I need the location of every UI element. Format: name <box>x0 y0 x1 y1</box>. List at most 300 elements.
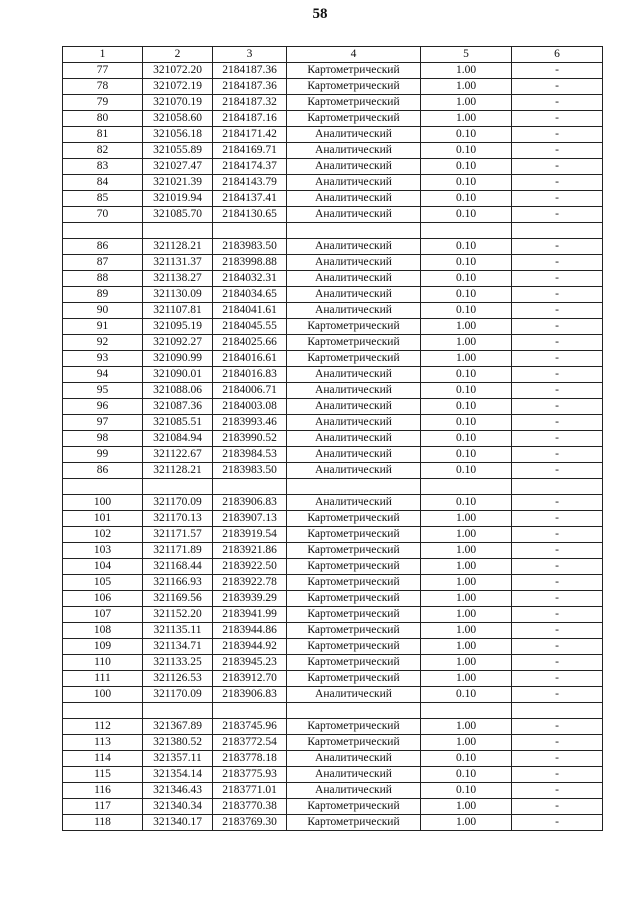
table-row <box>63 527 603 543</box>
precision-cell: 0.10 <box>421 255 512 271</box>
table-row <box>63 207 603 223</box>
precision-cell: 1.00 <box>421 511 512 527</box>
table-row <box>63 287 603 303</box>
note-cell: - <box>512 543 603 559</box>
precision-cell: 1.00 <box>421 559 512 575</box>
method-cell: Аналитический <box>287 415 421 431</box>
precision-cell: 0.10 <box>421 239 512 255</box>
precision-cell: 1.00 <box>421 815 512 831</box>
note-cell: - <box>512 127 603 143</box>
point-number-cell: 87 <box>63 255 143 271</box>
x-coordinate-cell: 321131.37 <box>143 255 213 271</box>
point-number-cell: 97 <box>63 415 143 431</box>
y-coordinate-cell: 2183907.13 <box>213 511 287 527</box>
method-cell: Аналитический <box>287 287 421 303</box>
y-coordinate-cell: 2184006.71 <box>213 383 287 399</box>
table-row <box>63 719 603 735</box>
y-coordinate-cell: 2183993.46 <box>213 415 287 431</box>
x-coordinate-cell: 321166.93 <box>143 575 213 591</box>
precision-cell: 1.00 <box>421 735 512 751</box>
method-cell: Аналитический <box>287 687 421 703</box>
coordinates-table <box>62 46 603 831</box>
y-coordinate-cell: 2183745.96 <box>213 719 287 735</box>
note-cell: - <box>512 351 603 367</box>
x-coordinate-cell: 321354.14 <box>143 767 213 783</box>
note-cell <box>512 479 603 495</box>
x-coordinate-cell: 321072.19 <box>143 79 213 95</box>
method-cell <box>287 479 421 495</box>
point-number-cell: 78 <box>63 79 143 95</box>
table-row <box>63 383 603 399</box>
precision-cell: 1.00 <box>421 575 512 591</box>
precision-cell: 0.10 <box>421 191 512 207</box>
point-number-cell: 89 <box>63 287 143 303</box>
precision-cell: 1.00 <box>421 111 512 127</box>
precision-cell: 1.00 <box>421 639 512 655</box>
y-coordinate-cell: 2183770.38 <box>213 799 287 815</box>
method-cell: Картометрический <box>287 351 421 367</box>
y-coordinate-cell <box>213 479 287 495</box>
y-coordinate-cell: 2184025.66 <box>213 335 287 351</box>
point-number-cell: 80 <box>63 111 143 127</box>
y-coordinate-cell: 2184169.71 <box>213 143 287 159</box>
x-coordinate-cell: 321055.89 <box>143 143 213 159</box>
x-coordinate-cell: 321107.81 <box>143 303 213 319</box>
table-row <box>63 655 603 671</box>
table-row <box>63 751 603 767</box>
x-coordinate-cell: 321090.99 <box>143 351 213 367</box>
point-number-cell: 107 <box>63 607 143 623</box>
y-coordinate-cell: 2184137.41 <box>213 191 287 207</box>
y-coordinate-cell: 2184171.42 <box>213 127 287 143</box>
note-cell: - <box>512 79 603 95</box>
table-row <box>63 559 603 575</box>
note-cell: - <box>512 63 603 79</box>
x-coordinate-cell: 321340.17 <box>143 815 213 831</box>
method-cell: Картометрический <box>287 815 421 831</box>
x-coordinate-cell <box>143 703 213 719</box>
x-coordinate-cell: 321027.47 <box>143 159 213 175</box>
y-coordinate-cell: 2184187.36 <box>213 63 287 79</box>
note-cell: - <box>512 287 603 303</box>
method-cell: Аналитический <box>287 303 421 319</box>
method-cell: Аналитический <box>287 447 421 463</box>
y-coordinate-cell: 2184187.16 <box>213 111 287 127</box>
method-cell: Аналитический <box>287 127 421 143</box>
point-number-cell: 96 <box>63 399 143 415</box>
method-cell: Аналитический <box>287 191 421 207</box>
table-row <box>63 447 603 463</box>
precision-cell <box>421 479 512 495</box>
y-coordinate-cell: 2183769.30 <box>213 815 287 831</box>
method-cell: Картометрический <box>287 575 421 591</box>
note-cell: - <box>512 655 603 671</box>
method-cell: Картометрический <box>287 735 421 751</box>
precision-cell: 1.00 <box>421 591 512 607</box>
precision-cell: 1.00 <box>421 335 512 351</box>
y-coordinate-cell: 2183939.29 <box>213 591 287 607</box>
y-coordinate-cell: 2184016.61 <box>213 351 287 367</box>
method-cell: Картометрический <box>287 655 421 671</box>
point-number-cell: 112 <box>63 719 143 735</box>
x-coordinate-cell: 321138.27 <box>143 271 213 287</box>
method-cell <box>287 223 421 239</box>
precision-cell: 1.00 <box>421 719 512 735</box>
note-cell: - <box>512 815 603 831</box>
x-coordinate-cell: 321346.43 <box>143 783 213 799</box>
table-row <box>63 255 603 271</box>
precision-cell: 1.00 <box>421 319 512 335</box>
method-cell: Картометрический <box>287 719 421 735</box>
y-coordinate-cell: 2184041.61 <box>213 303 287 319</box>
note-cell: - <box>512 751 603 767</box>
precision-cell: 0.10 <box>421 159 512 175</box>
table-row <box>63 415 603 431</box>
y-coordinate-cell: 2184016.83 <box>213 367 287 383</box>
precision-cell: 0.10 <box>421 767 512 783</box>
y-coordinate-cell: 2183922.78 <box>213 575 287 591</box>
note-cell <box>512 703 603 719</box>
table-row <box>63 143 603 159</box>
column-header: 4 <box>287 47 421 63</box>
x-coordinate-cell: 321058.60 <box>143 111 213 127</box>
note-cell: - <box>512 591 603 607</box>
precision-cell <box>421 223 512 239</box>
method-cell: Картометрический <box>287 79 421 95</box>
y-coordinate-cell: 2183990.52 <box>213 431 287 447</box>
method-cell <box>287 703 421 719</box>
method-cell: Аналитический <box>287 399 421 415</box>
point-number-cell: 108 <box>63 623 143 639</box>
precision-cell: 0.10 <box>421 367 512 383</box>
note-cell: - <box>512 607 603 623</box>
table-row <box>63 495 603 511</box>
y-coordinate-cell: 2184045.55 <box>213 319 287 335</box>
precision-cell: 1.00 <box>421 543 512 559</box>
method-cell: Аналитический <box>287 783 421 799</box>
table-row <box>63 79 603 95</box>
precision-cell: 0.10 <box>421 175 512 191</box>
y-coordinate-cell: 2184032.31 <box>213 271 287 287</box>
point-number-cell: 118 <box>63 815 143 831</box>
method-cell: Картометрический <box>287 319 421 335</box>
method-cell: Картометрический <box>287 591 421 607</box>
method-cell: Картометрический <box>287 63 421 79</box>
point-number-cell: 115 <box>63 767 143 783</box>
note-cell: - <box>512 575 603 591</box>
x-coordinate-cell: 321170.09 <box>143 687 213 703</box>
note-cell: - <box>512 367 603 383</box>
y-coordinate-cell <box>213 223 287 239</box>
precision-cell: 1.00 <box>421 607 512 623</box>
x-coordinate-cell: 321126.53 <box>143 671 213 687</box>
column-header: 3 <box>213 47 287 63</box>
y-coordinate-cell: 2184174.37 <box>213 159 287 175</box>
x-coordinate-cell: 321090.01 <box>143 367 213 383</box>
method-cell: Аналитический <box>287 239 421 255</box>
table-row <box>63 607 603 623</box>
note-cell: - <box>512 143 603 159</box>
method-cell: Аналитический <box>287 431 421 447</box>
x-coordinate-cell: 321171.89 <box>143 543 213 559</box>
method-cell: Аналитический <box>287 207 421 223</box>
point-number-cell: 110 <box>63 655 143 671</box>
x-coordinate-cell: 321380.52 <box>143 735 213 751</box>
point-number-cell <box>63 703 143 719</box>
table-row <box>63 239 603 255</box>
table-row <box>63 63 603 79</box>
point-number-cell: 114 <box>63 751 143 767</box>
point-number-cell: 103 <box>63 543 143 559</box>
point-number-cell: 88 <box>63 271 143 287</box>
y-coordinate-cell: 2183772.54 <box>213 735 287 751</box>
x-coordinate-cell: 321168.44 <box>143 559 213 575</box>
y-coordinate-cell: 2183944.86 <box>213 623 287 639</box>
point-number-cell: 104 <box>63 559 143 575</box>
x-coordinate-cell: 321085.51 <box>143 415 213 431</box>
point-number-cell <box>63 479 143 495</box>
point-number-cell: 94 <box>63 367 143 383</box>
table-row <box>63 399 603 415</box>
note-cell: - <box>512 767 603 783</box>
x-coordinate-cell: 321087.36 <box>143 399 213 415</box>
x-coordinate-cell: 321171.57 <box>143 527 213 543</box>
precision-cell: 0.10 <box>421 431 512 447</box>
table-row <box>63 159 603 175</box>
y-coordinate-cell: 2183998.88 <box>213 255 287 271</box>
precision-cell: 0.10 <box>421 447 512 463</box>
method-cell: Аналитический <box>287 143 421 159</box>
method-cell: Картометрический <box>287 527 421 543</box>
note-cell: - <box>512 319 603 335</box>
note-cell: - <box>512 159 603 175</box>
x-coordinate-cell: 321169.56 <box>143 591 213 607</box>
precision-cell: 0.10 <box>421 383 512 399</box>
note-cell: - <box>512 527 603 543</box>
note-cell: - <box>512 511 603 527</box>
point-number-cell: 100 <box>63 495 143 511</box>
point-number-cell: 100 <box>63 687 143 703</box>
method-cell: Аналитический <box>287 767 421 783</box>
precision-cell: 0.10 <box>421 143 512 159</box>
y-coordinate-cell: 2183778.18 <box>213 751 287 767</box>
point-number-cell <box>63 223 143 239</box>
method-cell: Картометрический <box>287 607 421 623</box>
note-cell: - <box>512 783 603 799</box>
precision-cell: 1.00 <box>421 351 512 367</box>
point-number-cell: 90 <box>63 303 143 319</box>
point-number-cell: 106 <box>63 591 143 607</box>
x-coordinate-cell: 321170.09 <box>143 495 213 511</box>
note-cell: - <box>512 623 603 639</box>
point-number-cell: 111 <box>63 671 143 687</box>
table-body <box>63 63 603 831</box>
x-coordinate-cell: 321130.09 <box>143 287 213 303</box>
method-cell: Аналитический <box>287 383 421 399</box>
y-coordinate-cell: 2183945.23 <box>213 655 287 671</box>
precision-cell: 0.10 <box>421 783 512 799</box>
method-cell: Картометрический <box>287 543 421 559</box>
precision-cell: 0.10 <box>421 127 512 143</box>
x-coordinate-cell: 321095.19 <box>143 319 213 335</box>
y-coordinate-cell: 2183771.01 <box>213 783 287 799</box>
x-coordinate-cell: 321340.34 <box>143 799 213 815</box>
x-coordinate-cell: 321019.94 <box>143 191 213 207</box>
x-coordinate-cell <box>143 223 213 239</box>
x-coordinate-cell: 321092.27 <box>143 335 213 351</box>
y-coordinate-cell: 2184187.36 <box>213 79 287 95</box>
y-coordinate-cell: 2183941.99 <box>213 607 287 623</box>
table-row <box>63 687 603 703</box>
note-cell: - <box>512 463 603 479</box>
table-row <box>63 735 603 751</box>
table-row <box>63 575 603 591</box>
x-coordinate-cell: 321134.71 <box>143 639 213 655</box>
precision-cell: 1.00 <box>421 95 512 111</box>
point-number-cell: 79 <box>63 95 143 111</box>
note-cell: - <box>512 687 603 703</box>
table-row <box>63 271 603 287</box>
table-row <box>63 335 603 351</box>
note-cell: - <box>512 399 603 415</box>
note-cell: - <box>512 303 603 319</box>
point-number-cell: 101 <box>63 511 143 527</box>
method-cell: Аналитический <box>287 255 421 271</box>
point-number-cell: 84 <box>63 175 143 191</box>
table-row <box>63 783 603 799</box>
note-cell: - <box>512 111 603 127</box>
x-coordinate-cell: 321357.11 <box>143 751 213 767</box>
precision-cell: 0.10 <box>421 751 512 767</box>
table-row <box>63 95 603 111</box>
precision-cell: 1.00 <box>421 79 512 95</box>
table-row <box>63 511 603 527</box>
precision-cell: 0.10 <box>421 687 512 703</box>
point-number-cell: 98 <box>63 431 143 447</box>
point-number-cell: 113 <box>63 735 143 751</box>
y-coordinate-cell <box>213 703 287 719</box>
method-cell: Картометрический <box>287 511 421 527</box>
precision-cell: 0.10 <box>421 271 512 287</box>
note-cell: - <box>512 447 603 463</box>
table-row <box>63 767 603 783</box>
note-cell: - <box>512 671 603 687</box>
point-number-cell: 105 <box>63 575 143 591</box>
table-row <box>63 463 603 479</box>
method-cell: Аналитический <box>287 463 421 479</box>
y-coordinate-cell: 2183912.70 <box>213 671 287 687</box>
note-cell: - <box>512 735 603 751</box>
table-row <box>63 431 603 447</box>
table-row <box>63 111 603 127</box>
table-row <box>63 623 603 639</box>
y-coordinate-cell: 2183775.93 <box>213 767 287 783</box>
precision-cell <box>421 703 512 719</box>
method-cell: Аналитический <box>287 495 421 511</box>
note-cell: - <box>512 431 603 447</box>
table-row <box>63 799 603 815</box>
x-coordinate-cell: 321088.06 <box>143 383 213 399</box>
point-number-cell: 86 <box>63 463 143 479</box>
precision-cell: 0.10 <box>421 399 512 415</box>
x-coordinate-cell: 321070.19 <box>143 95 213 111</box>
point-number-cell: 70 <box>63 207 143 223</box>
table-row <box>63 367 603 383</box>
point-number-cell: 85 <box>63 191 143 207</box>
point-number-cell: 99 <box>63 447 143 463</box>
y-coordinate-cell: 2184034.65 <box>213 287 287 303</box>
table-row <box>63 671 603 687</box>
precision-cell: 1.00 <box>421 63 512 79</box>
y-coordinate-cell: 2183984.53 <box>213 447 287 463</box>
point-number-cell: 117 <box>63 799 143 815</box>
y-coordinate-cell: 2183922.50 <box>213 559 287 575</box>
x-coordinate-cell: 321084.94 <box>143 431 213 447</box>
point-number-cell: 86 <box>63 239 143 255</box>
table-row <box>63 127 603 143</box>
y-coordinate-cell: 2184187.32 <box>213 95 287 111</box>
table-row <box>63 223 603 239</box>
method-cell: Аналитический <box>287 159 421 175</box>
column-header: 2 <box>143 47 213 63</box>
method-cell: Картометрический <box>287 671 421 687</box>
table-row <box>63 543 603 559</box>
note-cell: - <box>512 175 603 191</box>
point-number-cell: 93 <box>63 351 143 367</box>
point-number-cell: 95 <box>63 383 143 399</box>
note-cell: - <box>512 207 603 223</box>
y-coordinate-cell: 2184130.65 <box>213 207 287 223</box>
y-coordinate-cell: 2183919.54 <box>213 527 287 543</box>
precision-cell: 0.10 <box>421 287 512 303</box>
precision-cell: 1.00 <box>421 655 512 671</box>
point-number-cell: 116 <box>63 783 143 799</box>
x-coordinate-cell <box>143 479 213 495</box>
method-cell: Аналитический <box>287 367 421 383</box>
method-cell: Картометрический <box>287 111 421 127</box>
method-cell: Картометрический <box>287 623 421 639</box>
y-coordinate-cell: 2183983.50 <box>213 239 287 255</box>
y-coordinate-cell: 2183906.83 <box>213 495 287 511</box>
x-coordinate-cell: 321072.20 <box>143 63 213 79</box>
method-cell: Картометрический <box>287 799 421 815</box>
y-coordinate-cell: 2183921.86 <box>213 543 287 559</box>
point-number-cell: 77 <box>63 63 143 79</box>
point-number-cell: 82 <box>63 143 143 159</box>
precision-cell: 0.10 <box>421 495 512 511</box>
note-cell: - <box>512 495 603 511</box>
y-coordinate-cell: 2183906.83 <box>213 687 287 703</box>
precision-cell: 1.00 <box>421 527 512 543</box>
column-header: 5 <box>421 47 512 63</box>
point-number-cell: 81 <box>63 127 143 143</box>
method-cell: Картометрический <box>287 335 421 351</box>
x-coordinate-cell: 321135.11 <box>143 623 213 639</box>
method-cell: Картометрический <box>287 639 421 655</box>
x-coordinate-cell: 321122.67 <box>143 447 213 463</box>
column-header: 1 <box>63 47 143 63</box>
table-row <box>63 303 603 319</box>
note-cell: - <box>512 239 603 255</box>
table-row <box>63 191 603 207</box>
y-coordinate-cell: 2184143.79 <box>213 175 287 191</box>
method-cell: Аналитический <box>287 271 421 287</box>
note-cell: - <box>512 415 603 431</box>
note-cell: - <box>512 95 603 111</box>
page-number: 58 <box>312 6 328 22</box>
precision-cell: 0.10 <box>421 415 512 431</box>
method-cell: Картометрический <box>287 559 421 575</box>
